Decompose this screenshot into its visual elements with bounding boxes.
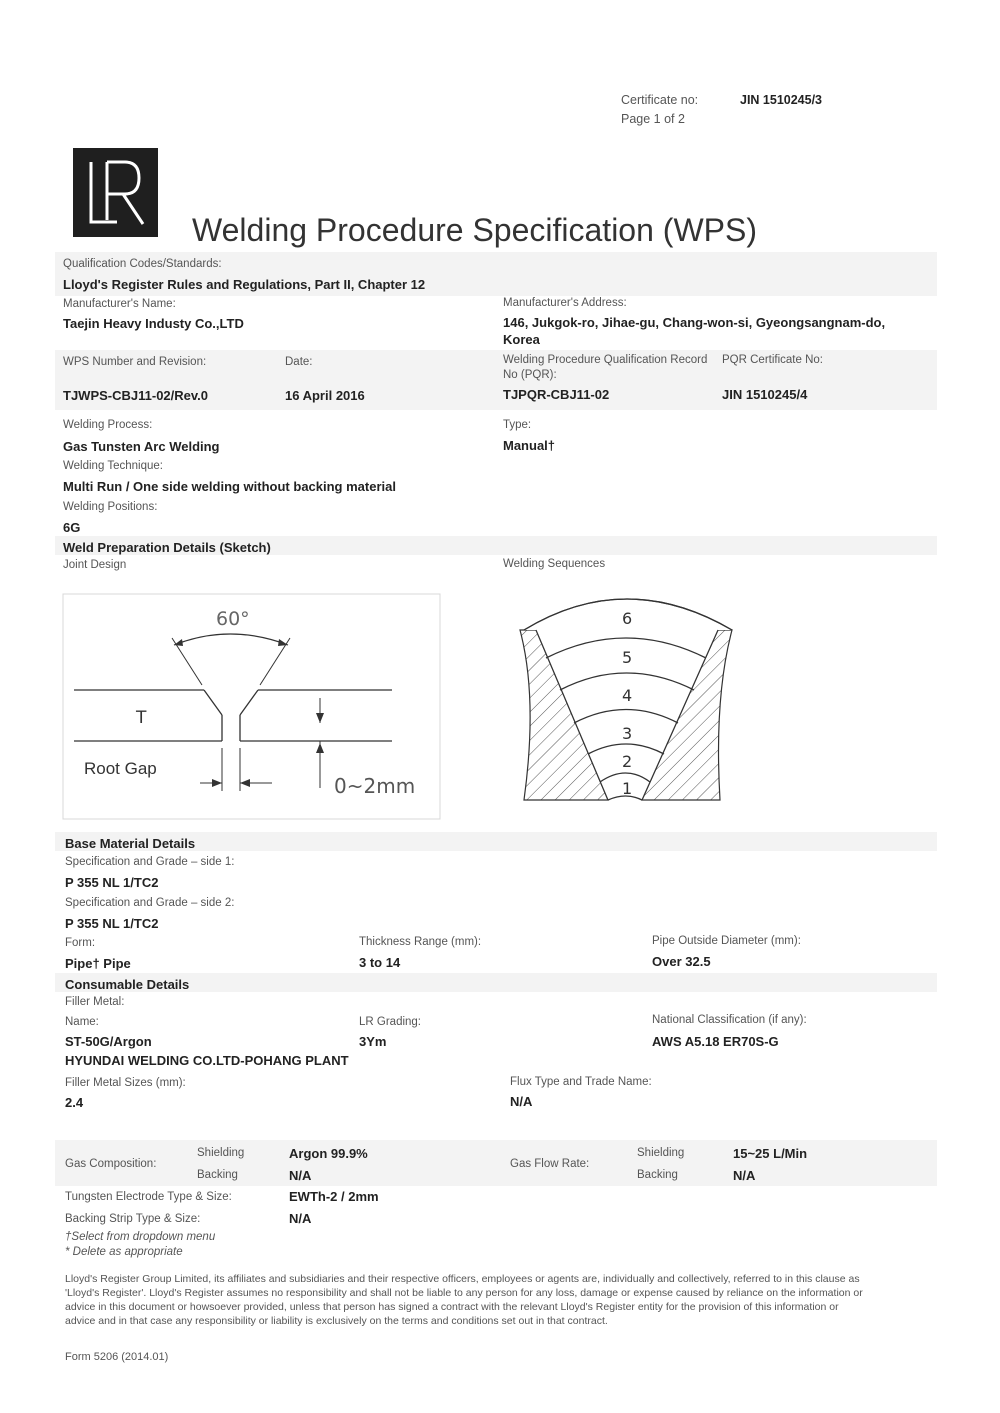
flow-backing-label: Backing	[637, 1169, 678, 1181]
gas-backing-label: Backing	[197, 1169, 238, 1181]
type-label: Type:	[503, 419, 532, 431]
thickness-range-label: Thickness Range (mm):	[359, 936, 482, 948]
filler-metal-label: Filler Metal:	[65, 996, 125, 1008]
delete-note: * Delete as appropriate	[65, 1246, 183, 1258]
joint-design-label: Joint Design	[63, 559, 127, 571]
welding-positions-label: Welding Positions:	[63, 501, 158, 513]
manufacturer-address-label: Manufacturer's Address:	[503, 297, 627, 309]
date-label: Date:	[285, 356, 313, 368]
type-value: Manual†	[503, 438, 556, 453]
lr-logo	[73, 148, 158, 237]
filler-maker-value: HYUNDAI WELDING CO.LTD-POHANG PLANT	[65, 1053, 349, 1068]
filler-name-value: ST-50G/Argon	[65, 1034, 152, 1049]
welding-process-value: Gas Tunsten Arc Welding	[63, 439, 220, 454]
manufacturer-name-label: Manufacturer's Name:	[63, 298, 176, 310]
pqr-cert-value: JIN 1510245/4	[722, 387, 808, 402]
tungsten-label: Tungsten Electrode Type & Size:	[65, 1191, 232, 1203]
gas-composition-label: Gas Composition:	[65, 1158, 157, 1170]
sequence-number: 1	[622, 779, 633, 798]
disclaimer-line: 'Lloyd's Register'. Lloyd's Register assumes no responsibility and shall not be liable to any person for any loss, damage or expense caused by reliance on the information or	[65, 1287, 863, 1299]
pqr-label-line2: No (PQR):	[503, 369, 557, 381]
thickness-label: T	[136, 708, 147, 728]
form-value: Pipe† Pipe	[65, 956, 131, 971]
welding-technique-value: Multi Run / One side welding without backing material	[63, 479, 396, 494]
gap-dimension: 0~2mm	[334, 774, 416, 798]
welding-positions-value: 6G	[63, 520, 81, 535]
national-classification-value: AWS A5.18 ER70S-G	[652, 1034, 779, 1049]
form-label: Form:	[65, 937, 96, 949]
joint-design-sketch	[62, 593, 442, 821]
pqr-label-line1: Welding Procedure Qualification Record	[503, 354, 708, 366]
filler-name-label: Name:	[65, 1016, 99, 1028]
qualification-value: Lloyd's Register Rules and Regulations, Part II, Chapter 12	[63, 277, 426, 292]
gas-shielding-label: Shielding	[197, 1147, 245, 1159]
wps-number-value: TJWPS-CBJ11-02/Rev.0	[63, 388, 208, 403]
filler-sizes-label: Filler Metal Sizes (mm):	[65, 1077, 186, 1089]
manufacturer-address-line1: 146, Jukgok-ro, Jihae-gu, Chang-won-si, Gyeongsangnam-do,	[503, 315, 886, 330]
backing-strip-label: Backing Strip Type & Size:	[65, 1213, 201, 1225]
angle-label: 60°	[216, 608, 250, 630]
pipe-od-label: Pipe Outside Diameter (mm):	[652, 935, 801, 947]
national-classification-label: National Classification (if any):	[652, 1014, 807, 1026]
disclaimer-line: advice in this document or howsoever provided, unless that person has signed a contract with the relevant Lloyd's Register entity for the provision of this information or	[65, 1301, 839, 1313]
side2-label: Specification and Grade – side 2:	[65, 897, 235, 909]
side1-label: Specification and Grade – side 1:	[65, 856, 235, 868]
lr-grading-value: 3Ym	[359, 1034, 387, 1049]
sequence-number: 2	[622, 752, 633, 771]
disclaimer-line: Lloyd's Register Group Limited, its affiliates and subsidiaries and their respective officers, employees or agents are, individually and collectively, referred to in this clause as	[65, 1273, 860, 1285]
base-material-heading: Base Material Details	[65, 836, 196, 851]
filler-sizes-value: 2.4	[65, 1095, 84, 1110]
backing-strip-value: N/A	[289, 1211, 312, 1226]
form-number: Form 5206 (2014.01)	[65, 1351, 169, 1363]
side1-value: P 355 NL 1/TC2	[65, 875, 159, 890]
certificate-number: JIN 1510245/3	[740, 93, 823, 107]
sequence-number: 4	[622, 686, 633, 705]
welding-sequences-label: Welding Sequences	[503, 558, 606, 570]
tungsten-value: EWTh-2 / 2mm	[289, 1189, 379, 1204]
welding-sequence-sketch	[508, 578, 748, 810]
flow-shielding-value: 15~25 L/Min	[733, 1146, 808, 1161]
dropdown-note: †Select from dropdown menu	[65, 1231, 216, 1243]
flux-label: Flux Type and Trade Name:	[510, 1076, 652, 1088]
manufacturer-address-line2: Korea	[503, 332, 540, 347]
pipe-od-value: Over 32.5	[652, 954, 711, 969]
disclaimer-line: advice and in that case any responsibility or liability is exclusively on the terms and conditions set out in that contract.	[65, 1315, 608, 1327]
welding-technique-label: Welding Technique:	[63, 460, 163, 472]
sequence-number: 5	[622, 648, 633, 667]
root-gap-label: Root Gap	[84, 759, 157, 778]
sequence-number: 6	[622, 609, 633, 628]
flux-value: N/A	[510, 1094, 533, 1109]
pqr-value: TJPQR-CBJ11-02	[503, 387, 610, 402]
lr-grading-label: LR Grading:	[359, 1016, 422, 1028]
sequence-number: 3	[622, 724, 633, 743]
flow-backing-value: N/A	[733, 1168, 756, 1183]
qualification-label: Qualification Codes/Standards:	[63, 258, 222, 270]
pqr-cert-label: PQR Certificate No:	[722, 354, 823, 366]
wps-number-label: WPS Number and Revision:	[63, 356, 207, 368]
gas-backing-value: N/A	[289, 1168, 312, 1183]
flow-shielding-label: Shielding	[637, 1147, 685, 1159]
certificate-label: Certificate no:	[621, 93, 699, 107]
thickness-range-value: 3 to 14	[359, 955, 401, 970]
welding-process-label: Welding Process:	[63, 419, 153, 431]
weld-prep-heading: Weld Preparation Details (Sketch)	[63, 540, 271, 555]
page-indicator: Page 1 of 2	[621, 112, 685, 126]
page-title: Welding Procedure Specification (WPS)	[192, 212, 757, 248]
manufacturer-name-value: Taejin Heavy Industy Co.,LTD	[63, 316, 244, 331]
gas-flow-label: Gas Flow Rate:	[510, 1158, 590, 1170]
date-value: 16 April 2016	[285, 388, 365, 403]
side2-value: P 355 NL 1/TC2	[65, 916, 159, 931]
consumable-heading: Consumable Details	[65, 977, 190, 992]
gas-shielding-value: Argon 99.9%	[289, 1146, 368, 1161]
